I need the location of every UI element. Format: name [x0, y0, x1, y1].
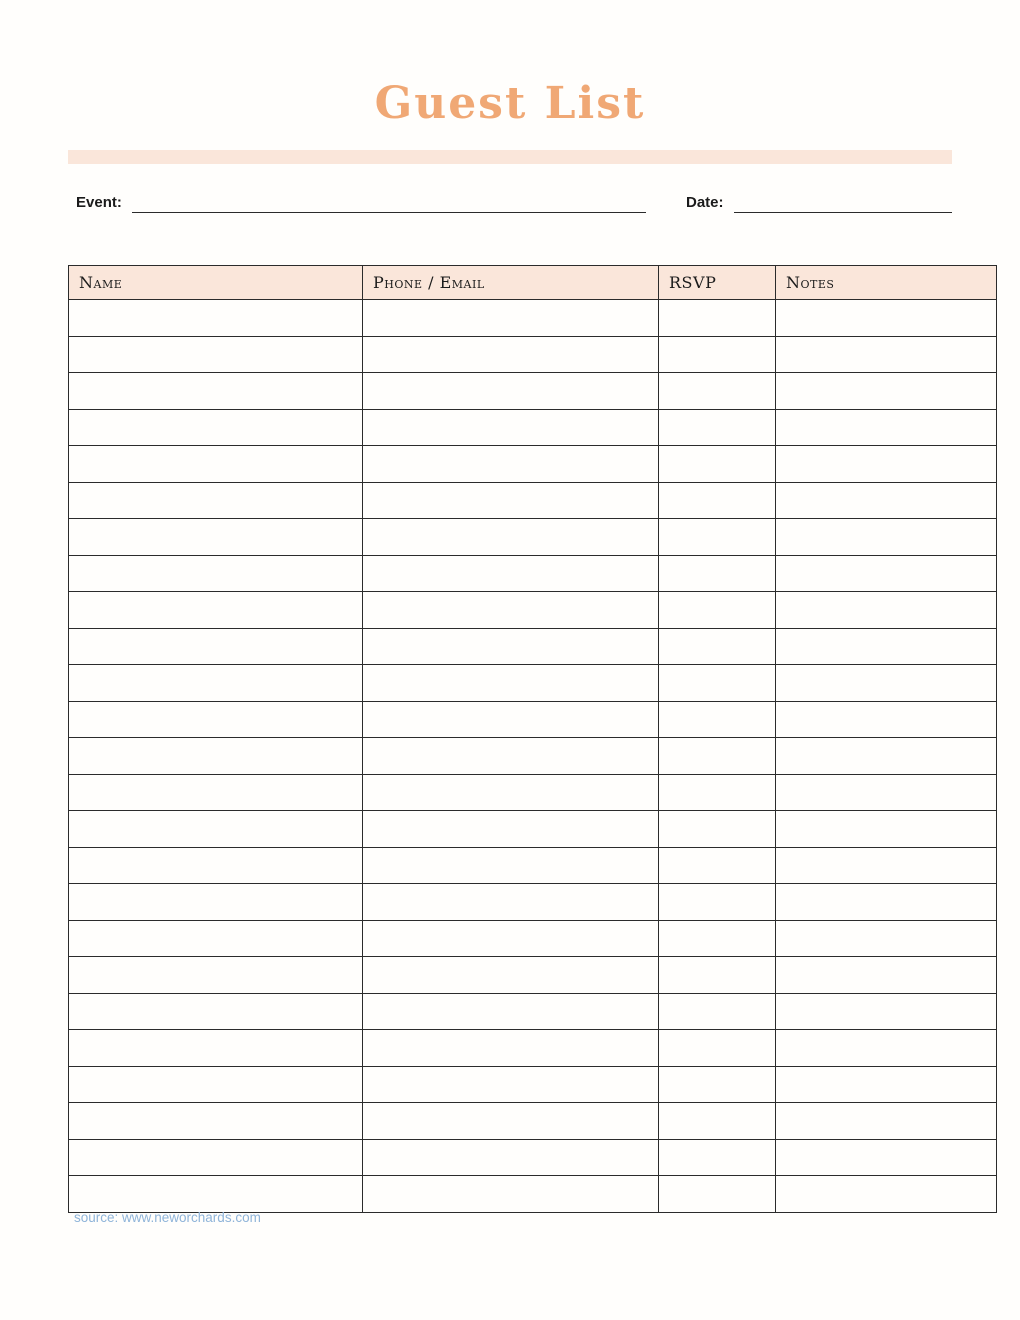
- table-row: [69, 665, 997, 702]
- cell-rsvp[interactable]: [659, 1139, 776, 1176]
- guest-table: [68, 265, 997, 1213]
- cell-name[interactable]: [69, 336, 363, 373]
- cell-name[interactable]: [69, 592, 363, 629]
- cell-rsvp[interactable]: [659, 993, 776, 1030]
- cell-phone-email[interactable]: [363, 1066, 659, 1103]
- cell-name[interactable]: [69, 993, 363, 1030]
- cell-rsvp[interactable]: [659, 336, 776, 373]
- cell-phone-email[interactable]: [363, 811, 659, 848]
- table-row: [69, 1066, 997, 1103]
- title-divider: [68, 150, 952, 164]
- cell-phone-email[interactable]: [363, 738, 659, 775]
- cell-notes[interactable]: [776, 519, 997, 556]
- table-row: [69, 1176, 997, 1213]
- cell-phone-email[interactable]: [363, 993, 659, 1030]
- cell-name[interactable]: [69, 774, 363, 811]
- table-row: [69, 482, 997, 519]
- cell-notes[interactable]: [776, 920, 997, 957]
- cell-notes[interactable]: [776, 847, 997, 884]
- table-header-row: [69, 266, 997, 300]
- cell-phone-email[interactable]: [363, 884, 659, 921]
- cell-notes[interactable]: [776, 738, 997, 775]
- source-note[interactable]: source: www.neworchards.com: [74, 1210, 261, 1225]
- cell-rsvp[interactable]: [659, 847, 776, 884]
- cell-notes[interactable]: [776, 409, 997, 446]
- cell-name[interactable]: [69, 665, 363, 702]
- table-row: [69, 738, 997, 775]
- table-row: [69, 847, 997, 884]
- table-row: [69, 409, 997, 446]
- cell-name[interactable]: [69, 409, 363, 446]
- page-title: Guest List: [374, 78, 646, 129]
- cell-name[interactable]: [69, 884, 363, 921]
- cell-rsvp[interactable]: [659, 920, 776, 957]
- table-row: [69, 993, 997, 1030]
- cell-notes[interactable]: [776, 701, 997, 738]
- cell-rsvp[interactable]: [659, 592, 776, 629]
- cell-phone-email[interactable]: [363, 482, 659, 519]
- cell-rsvp[interactable]: [659, 811, 776, 848]
- table-row: [69, 920, 997, 957]
- cell-phone-email[interactable]: [363, 1139, 659, 1176]
- cell-notes[interactable]: [776, 811, 997, 848]
- table-row: [69, 811, 997, 848]
- cell-notes[interactable]: [776, 482, 997, 519]
- column-header-rsvp: RSVP: [659, 266, 776, 300]
- cell-notes[interactable]: [776, 555, 997, 592]
- cell-name[interactable]: [69, 847, 363, 884]
- cell-name[interactable]: [69, 1139, 363, 1176]
- cell-notes[interactable]: [776, 628, 997, 665]
- table-row: [69, 336, 997, 373]
- cell-notes[interactable]: [776, 665, 997, 702]
- table-row: [69, 1139, 997, 1176]
- cell-notes[interactable]: [776, 592, 997, 629]
- cell-rsvp[interactable]: [659, 373, 776, 410]
- cell-rsvp[interactable]: [659, 300, 776, 337]
- table-row: [69, 1030, 997, 1067]
- table-row: [69, 957, 997, 994]
- cell-rsvp[interactable]: [659, 701, 776, 738]
- cell-phone-email[interactable]: [363, 519, 659, 556]
- cell-rsvp[interactable]: [659, 482, 776, 519]
- cell-phone-email[interactable]: [363, 665, 659, 702]
- cell-rsvp[interactable]: [659, 1066, 776, 1103]
- cell-phone-email[interactable]: [363, 847, 659, 884]
- cell-rsvp[interactable]: [659, 774, 776, 811]
- cell-phone-email[interactable]: [363, 920, 659, 957]
- event-input-line[interactable]: [132, 192, 646, 213]
- table-row: [69, 446, 997, 483]
- cell-notes[interactable]: [776, 1139, 997, 1176]
- cell-rsvp[interactable]: [659, 738, 776, 775]
- cell-notes[interactable]: [776, 1176, 997, 1213]
- cell-phone-email[interactable]: [363, 373, 659, 410]
- form-fields: [68, 192, 952, 228]
- table-row: [69, 628, 997, 665]
- event-label: Event:: [76, 194, 122, 211]
- cell-notes[interactable]: [776, 300, 997, 337]
- date-field[interactable]: [686, 192, 952, 213]
- cell-phone-email[interactable]: [363, 336, 659, 373]
- cell-name[interactable]: [69, 811, 363, 848]
- table-row: [69, 373, 997, 410]
- cell-notes[interactable]: [776, 993, 997, 1030]
- table-row: [69, 774, 997, 811]
- column-header-name: Name: [69, 266, 363, 300]
- cell-phone-email[interactable]: [363, 446, 659, 483]
- table-row: [69, 884, 997, 921]
- table-body: [69, 300, 997, 1213]
- table-row: [69, 300, 997, 337]
- cell-name[interactable]: [69, 1103, 363, 1140]
- column-header-phone-email: Phone / Email: [363, 266, 659, 300]
- cell-phone-email[interactable]: [363, 701, 659, 738]
- cell-phone-email[interactable]: [363, 409, 659, 446]
- date-label: Date:: [686, 194, 724, 211]
- cell-phone-email[interactable]: [363, 300, 659, 337]
- cell-rsvp[interactable]: [659, 1030, 776, 1067]
- column-header-notes: Notes: [776, 266, 997, 300]
- table-header: [69, 266, 997, 300]
- cell-name[interactable]: [69, 300, 363, 337]
- cell-phone-email[interactable]: [363, 774, 659, 811]
- cell-notes[interactable]: [776, 336, 997, 373]
- cell-phone-email[interactable]: [363, 1030, 659, 1067]
- cell-rsvp[interactable]: [659, 1103, 776, 1140]
- cell-phone-email[interactable]: [363, 555, 659, 592]
- table-row: [69, 519, 997, 556]
- cell-name[interactable]: [69, 555, 363, 592]
- cell-notes[interactable]: [776, 774, 997, 811]
- table-row: [69, 555, 997, 592]
- cell-notes[interactable]: [776, 1030, 997, 1067]
- cell-phone-email[interactable]: [363, 592, 659, 629]
- cell-notes[interactable]: [776, 884, 997, 921]
- cell-name[interactable]: [69, 1066, 363, 1103]
- cell-phone-email[interactable]: [363, 1176, 659, 1213]
- cell-phone-email[interactable]: [363, 1103, 659, 1140]
- cell-rsvp[interactable]: [659, 1176, 776, 1213]
- cell-name[interactable]: [69, 701, 363, 738]
- cell-rsvp[interactable]: [659, 555, 776, 592]
- cell-name[interactable]: [69, 957, 363, 994]
- cell-rsvp[interactable]: [659, 409, 776, 446]
- cell-rsvp[interactable]: [659, 628, 776, 665]
- cell-notes[interactable]: [776, 446, 997, 483]
- cell-rsvp[interactable]: [659, 446, 776, 483]
- cell-rsvp[interactable]: [659, 884, 776, 921]
- cell-name[interactable]: [69, 1176, 363, 1213]
- cell-rsvp[interactable]: [659, 957, 776, 994]
- cell-name[interactable]: [69, 446, 363, 483]
- cell-name[interactable]: [69, 738, 363, 775]
- cell-name[interactable]: [69, 628, 363, 665]
- cell-name[interactable]: [69, 920, 363, 957]
- cell-name[interactable]: [69, 482, 363, 519]
- cell-phone-email[interactable]: [363, 957, 659, 994]
- cell-name[interactable]: [69, 1030, 363, 1067]
- cell-rsvp[interactable]: [659, 519, 776, 556]
- table-row: [69, 592, 997, 629]
- table-row: [69, 701, 997, 738]
- cell-name[interactable]: [69, 373, 363, 410]
- guest-table-container: [68, 265, 952, 1213]
- cell-phone-email[interactable]: [363, 628, 659, 665]
- cell-notes[interactable]: [776, 1103, 997, 1140]
- table-row: [69, 1103, 997, 1140]
- cell-name[interactable]: [69, 519, 363, 556]
- cell-notes[interactable]: [776, 957, 997, 994]
- event-field[interactable]: [76, 192, 646, 213]
- cell-rsvp[interactable]: [659, 665, 776, 702]
- cell-notes[interactable]: [776, 373, 997, 410]
- date-input-line[interactable]: [734, 192, 952, 213]
- cell-notes[interactable]: [776, 1066, 997, 1103]
